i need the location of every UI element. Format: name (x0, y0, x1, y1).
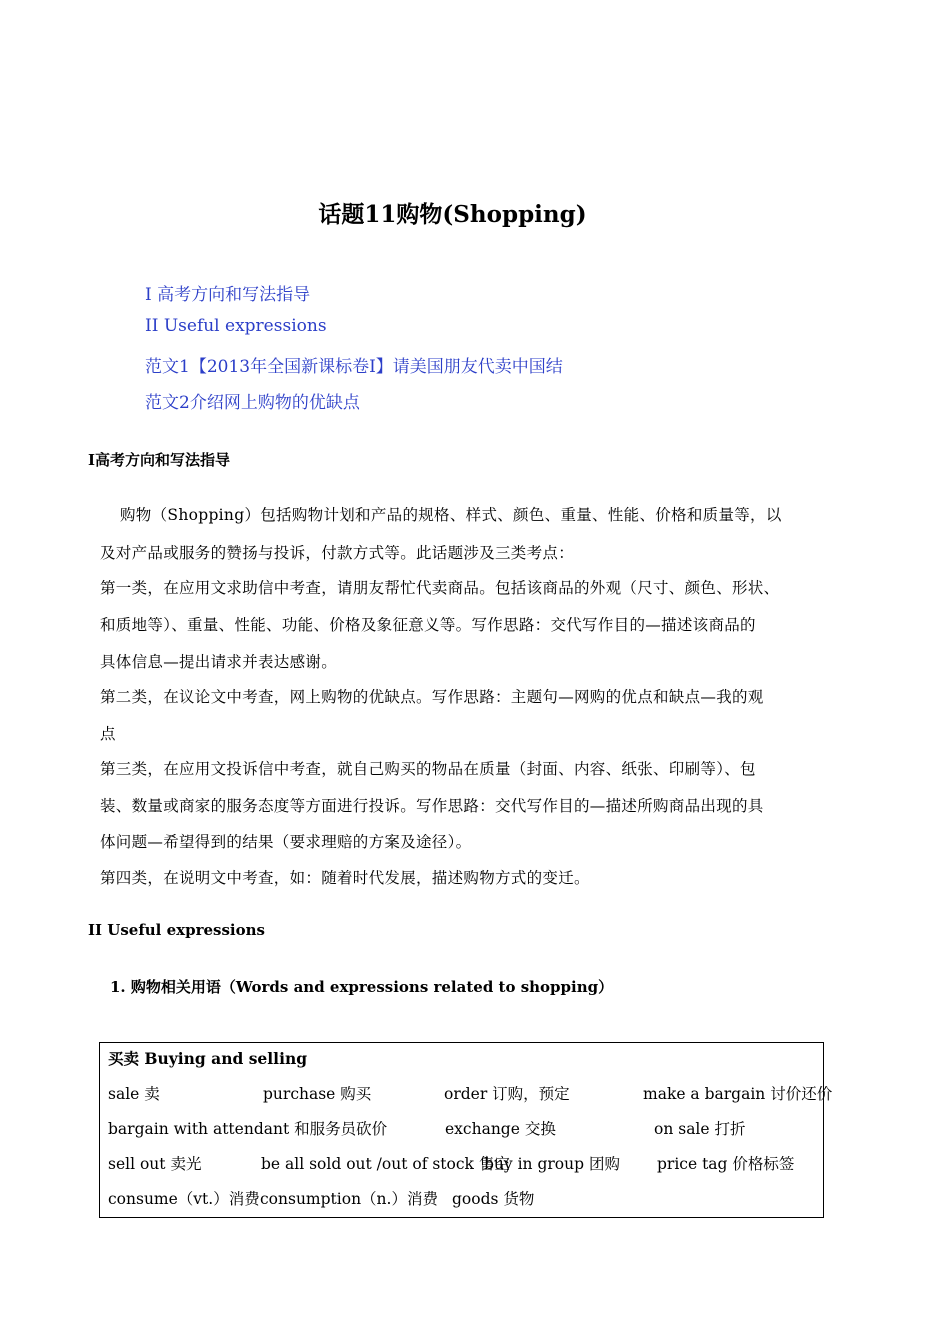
paragraph-line: 第一类，在应用文求助信中考查，请朋友帮忙代卖商品。包括该商品的外观（尺寸、颜色、形状、 (100, 579, 780, 597)
paragraph-line: 装、数量或商家的服务态度等方面进行投诉。写作思路：交代写作目的—描述所购商品出现的具 (100, 797, 764, 815)
paragraph-line: 第二类，在议论文中考查，网上购物的优缺点。写作思路：主题句—网购的优点和缺点—我的观 (100, 688, 764, 706)
vocab-item: sale 卖 (108, 1085, 160, 1103)
vocab-item: purchase 购买 (263, 1085, 372, 1103)
vocab-item: goods 货物 (452, 1190, 535, 1208)
page-title: 话题11购物(Shopping) (318, 201, 587, 228)
vocab-item: be all sold out /out of stock 售空 (261, 1155, 510, 1173)
paragraph-line: 第三类，在应用文投诉信中考查，就自己购买的物品在质量（封面、内容、纸张、印刷等）、包 (100, 760, 756, 778)
paragraph-line: 及对产品或服务的赞扬与投诉，付款方式等。此话题涉及三类考点： (100, 544, 575, 562)
paragraph-line: 体问题—希望得到的结果（要求理赔的方案及途径）。 (100, 833, 472, 851)
vocab-box-header: 买卖 Buying and selling (108, 1049, 308, 1068)
vocab-item: consumption（n.）消费 (260, 1190, 438, 1208)
subsection-heading: 1. 购物相关用语（Words and expressions related to shopping） (110, 978, 614, 996)
vocab-item: order 订购，预定 (444, 1085, 570, 1103)
toc-link-sample-2[interactable]: 范文2介绍网上购物的优缺点 (145, 393, 360, 413)
vocab-item: exchange 交换 (445, 1120, 556, 1138)
vocab-item: consume（vt.）消费 (108, 1190, 260, 1208)
vocab-item: buy in group 团购 (484, 1155, 620, 1173)
paragraph-line: 购物（Shopping）包括购物计划和产品的规格、样式、颜色、重量、性能、价格和质量等，以 (120, 506, 782, 524)
toc-link-guidance[interactable]: I 高考方向和写法指导 (145, 285, 311, 305)
toc-link-sample-1[interactable]: 范文1【2013年全国新课标卷I】请美国朋友代卖中国结 (145, 357, 563, 377)
paragraph-line: 和质地等）、重量、性能、功能、价格及象征意义等。写作思路：交代写作目的—描述该商品的 (100, 616, 756, 634)
vocab-item: price tag 价格标签 (657, 1155, 795, 1173)
vocab-item: on sale 打折 (654, 1120, 746, 1138)
section-heading-guidance: I高考方向和写法指导 (88, 451, 231, 469)
paragraph-line: 点 (100, 725, 116, 743)
vocab-item: bargain with attendant 和服务员砍价 (108, 1120, 388, 1138)
paragraph-line: 具体信息—提出请求并表达感谢。 (100, 653, 338, 671)
vocab-item: sell out 卖光 (108, 1155, 202, 1173)
paragraph-line: 第四类，在说明文中考查，如：随着时代发展，描述购物方式的变迁。 (100, 869, 590, 887)
section-heading-useful-expressions: II Useful expressions (88, 921, 265, 939)
vocab-box (99, 1042, 833, 1218)
vocab-item: make a bargain 讨价还价 (643, 1085, 833, 1103)
toc-link-useful-expressions[interactable]: II Useful expressions (145, 316, 327, 336)
